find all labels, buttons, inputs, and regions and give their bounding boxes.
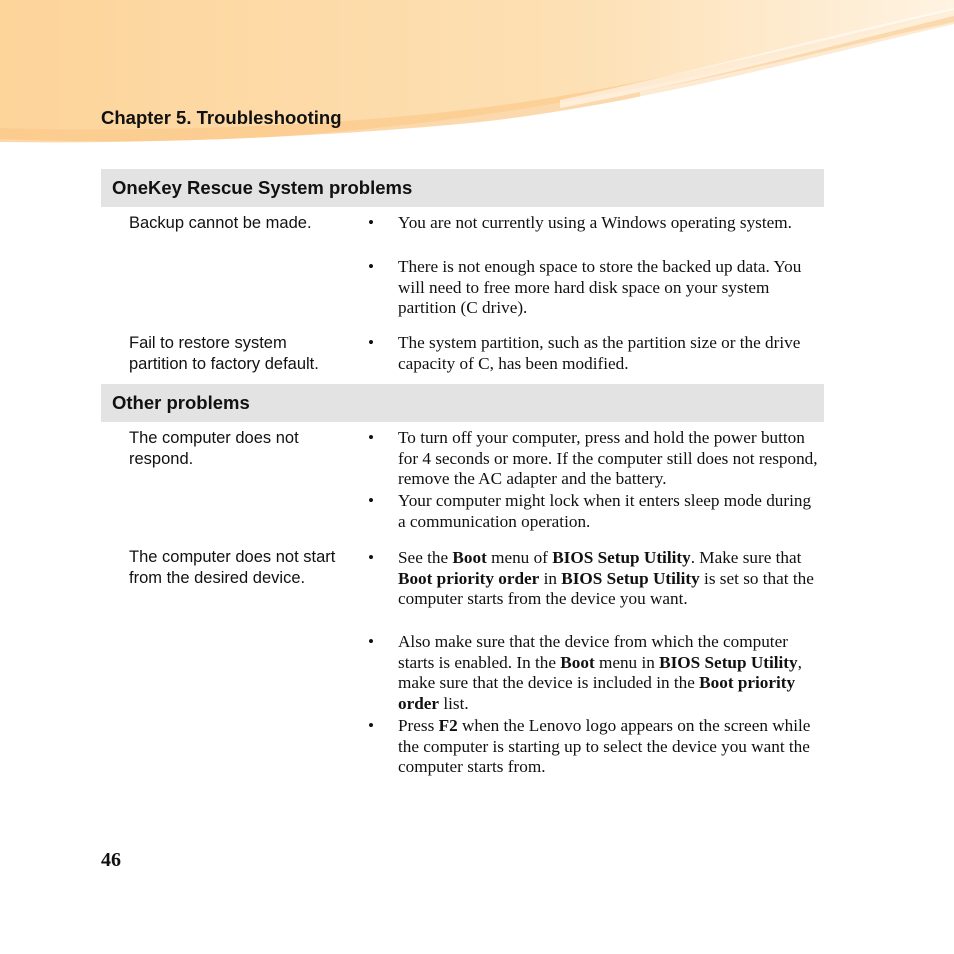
solution-item: • Press F2 when the Lenovo logo appears on the screen while the computer is starting up to select the device you want the computer starts from.	[368, 716, 811, 776]
bullet-icon: •	[368, 548, 375, 567]
bullet-icon: •	[368, 632, 375, 651]
bullet-icon: •	[368, 333, 375, 352]
bullet-icon: •	[368, 213, 375, 232]
page-number: 46	[101, 849, 121, 871]
solution-item: • There is not enough space to store the backed up data. You will need to free more hard disk space on your system partition (C drive).	[368, 257, 802, 317]
bullet-icon: •	[368, 257, 375, 276]
bullet-icon: •	[368, 428, 375, 447]
problem-restore: Fail to restore system partition to factory default.	[129, 334, 319, 373]
section-title: Other problems	[112, 392, 250, 413]
solution-item: • You are not currently using a Windows operating system.	[368, 213, 792, 232]
solution-item: • Also make sure that the device from which the computer starts is enabled. In the Boot menu in BIOS Setup Utility, make sure that the device is included in the Boot priority order list.	[368, 632, 802, 713]
bullet-icon: •	[368, 491, 375, 510]
chapter-title: Chapter 5. Troubleshooting	[101, 107, 342, 128]
bullet-icon: •	[368, 716, 375, 735]
solution-item: • To turn off your computer, press and hold the power button for 4 seconds or more. If the computer still does not respond, remove the AC adapter and the battery.	[368, 428, 818, 488]
section-title: OneKey Rescue System problems	[112, 177, 413, 198]
solution-item: • The system partition, such as the partition size or the drive capacity of C, has been modified.	[368, 333, 801, 373]
section-header-other	[101, 384, 824, 422]
problem-not-respond: The computer does not respond.	[129, 429, 299, 468]
solution-item: • See the Boot menu of BIOS Setup Utility. Make sure that Boot priority order in BIOS Setup Utility is set so that the computer starts from the device you want.	[368, 548, 814, 608]
solution-item: • Your computer might lock when it enters sleep mode during a communication operation.	[368, 491, 812, 531]
problem-boot-device: The computer does not start from the desired device.	[129, 548, 336, 587]
section-header-onekey	[101, 169, 824, 207]
problem-backup: Backup cannot be made.	[129, 214, 312, 232]
